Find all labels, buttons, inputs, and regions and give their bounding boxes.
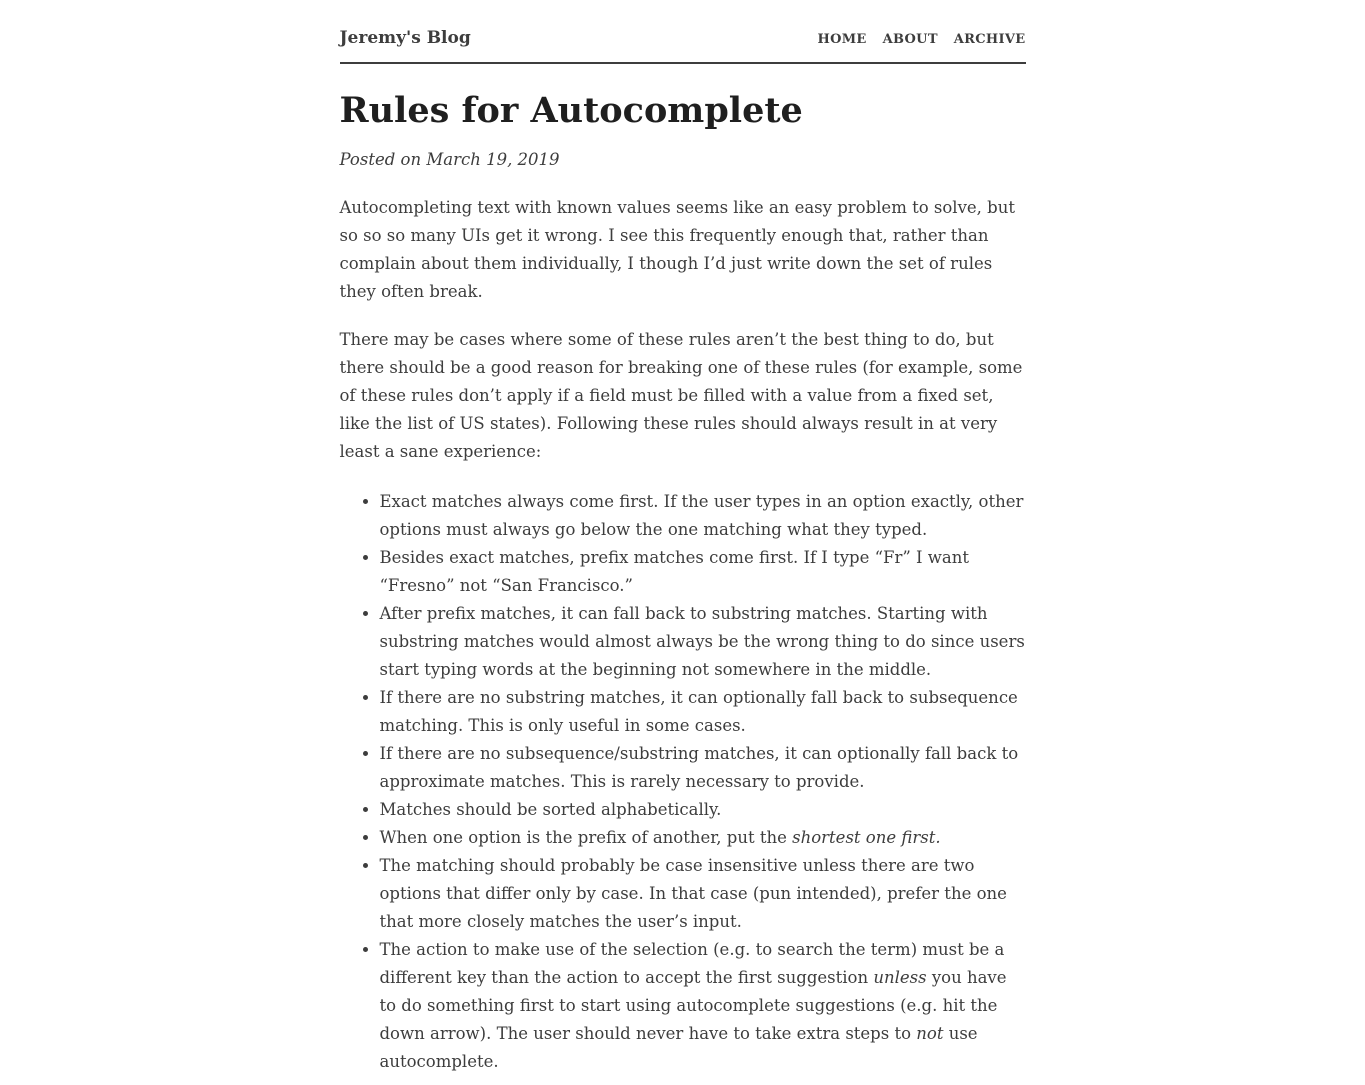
post-title: Rules for Autocomplete [339,90,803,131]
list-item: • When one option is the prefix of another, put the shortest one first. [380,824,1026,852]
rules-list [340,488,1026,1076]
blog-title-link[interactable]: Jeremy's Blog [339,28,471,48]
post-paragraph-1: Autocompleting text with known values seems like an easy problem to solve, but so so so many UIs get it wrong. I see this frequently enough that, rather than complain about them individually, I though I’d just write down the set of rules they often break. [339,198,1015,301]
list-item: • The matching should probably be case insensitive unless there are two options that differ only by case. In that case (pun intended), prefer the one that more closely matches the user’s input. [380,852,1026,936]
main-nav [818,32,1026,47]
list-item: • The action to make use of the selection (e.g. to search the term) must be a different key than the action to accept the first suggestion unless you have to do something first to start using autocomplete suggestions (e.g. hit the down arrow). The user should never have to take extra steps to not use autocomplete. [380,936,1026,1076]
content-container [340,0,1026,1076]
nav-archive-link[interactable]: ARCHIVE [953,32,1026,47]
site-header [340,28,1026,48]
list-item: • If there are no subsequence/substring matches, it can optionally fall back to approximate matches. This is rarely necessary to provide. [380,740,1026,796]
list-item: • If there are no substring matches, it can optionally fall back to subsequence matching. This is only useful in some cases. [380,684,1026,740]
nav-home-link[interactable]: HOME [817,32,867,47]
post-date: Posted on March 19, 2019 [339,150,560,169]
list-item: • Besides exact matches, prefix matches come first. If I type “Fr” I want “Fresno” not “San Francisco.” [380,544,1026,600]
list-item: • Exact matches always come first. If the user types in an option exactly, other options must always go below the one matching what they typed. [380,488,1026,544]
post-paragraph-2: There may be cases where some of these rules aren’t the best thing to do, but there should be a good reason for breaking one of these rules (for example, some of these rules don’t apply if a field must be filled with a value from a fixed set, like the list of US states). Following these rules should always result in at very least a sane experience: [339,330,1023,461]
header-divider [340,62,1026,64]
list-item: • Matches should be sorted alphabetically. [380,796,1026,824]
nav-about-link[interactable]: ABOUT [882,32,938,47]
list-item: • After prefix matches, it can fall back to substring matches. Starting with substring matches would almost always be the wrong thing to do since users start typing words at the beginning not somewhere in the middle. [380,600,1026,684]
post [340,90,1026,1076]
